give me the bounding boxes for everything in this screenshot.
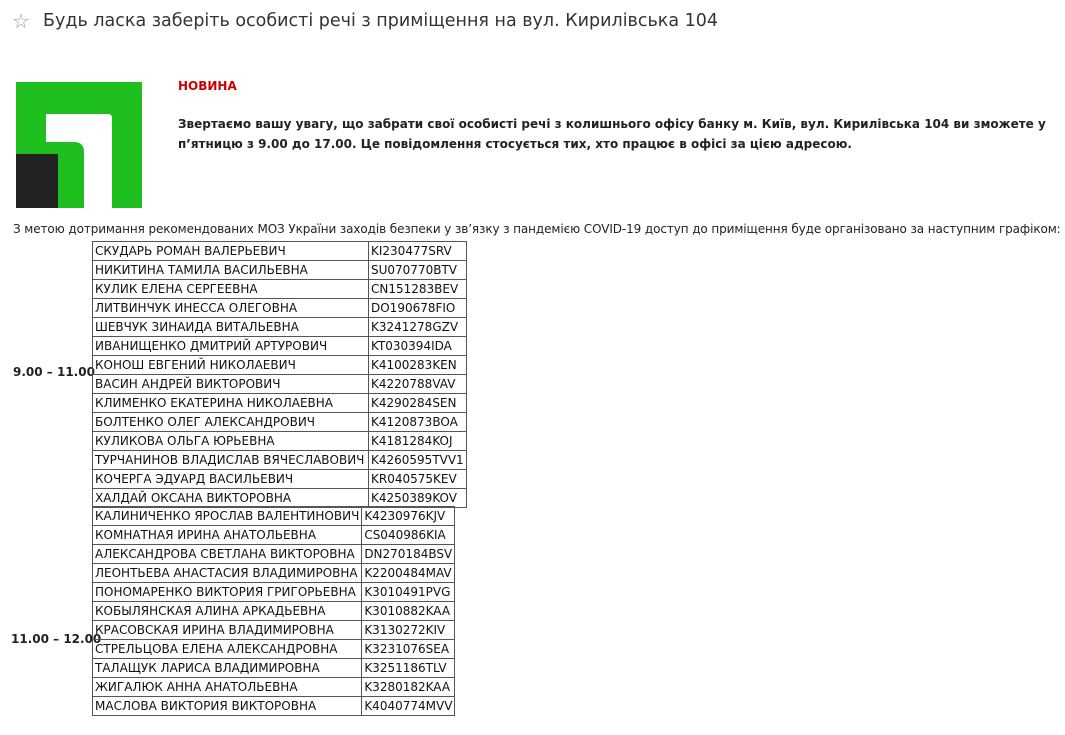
employee-code-cell: KR040575KEV bbox=[369, 470, 467, 489]
employee-name-cell: НИКИТИНА ТАМИЛА ВАСИЛЬЕВНА bbox=[93, 261, 369, 280]
employee-name-cell: МАСЛОВА ВИКТОРИЯ ВИКТОРОВНА bbox=[93, 697, 362, 716]
table-row bbox=[93, 526, 455, 545]
employee-code-cell: K3130272KIV bbox=[362, 621, 455, 640]
employee-code-cell: K4290284SEN bbox=[369, 394, 467, 413]
table-row bbox=[93, 545, 455, 564]
news-text: Звертаємо вашу увагу, що забрати свої особисті речі з колишнього офісу банку м. Київ, вул. Кирилівська 104 ви зможете у п’ятницю з 9.00 до 17.00. Це повідомлення стосується тих, хто працює в офісі за цією адресою. bbox=[178, 117, 1046, 151]
employee-name-cell: ШЕВЧУК ЗИНАИДА ВИТАЛЬЕВНА bbox=[93, 318, 369, 337]
employee-code-cell: SU070770BTV bbox=[369, 261, 467, 280]
employee-name-cell: БОЛТЕНКО ОЛЕГ АЛЕКСАНДРОВИЧ bbox=[93, 413, 369, 432]
employee-code-cell: K4220788VAV bbox=[369, 375, 467, 394]
table-row bbox=[93, 659, 455, 678]
employee-code-cell: K3251186TLV bbox=[362, 659, 455, 678]
employee-name-cell: КРАСОВСКАЯ ИРИНА ВЛАДИМИРОВНА bbox=[93, 621, 362, 640]
employee-name-cell: КОМНАТНАЯ ИРИНА АНАТОЛЬЕВНА bbox=[93, 526, 362, 545]
employee-name-cell: КОНОШ ЕВГЕНИЙ НИКОЛАЕВИЧ bbox=[93, 356, 369, 375]
employee-name-cell: КЛИМЕНКО ЕКАТЕРИНА НИКОЛАЕВНА bbox=[93, 394, 369, 413]
employee-code-cell: K3280182KAA bbox=[362, 678, 455, 697]
star-outline-icon[interactable]: ☆ bbox=[12, 9, 30, 33]
table-row bbox=[93, 375, 467, 394]
employee-code-cell: K3231076SEA bbox=[362, 640, 455, 659]
logo-black-square bbox=[16, 154, 58, 208]
employee-code-cell: K4250389KOV bbox=[369, 489, 467, 508]
employee-name-cell: СТРЕЛЬЦОВА ЕЛЕНА АЛЕКСАНДРОВНА bbox=[93, 640, 362, 659]
table-row bbox=[93, 413, 467, 432]
employee-code-cell: K2200484MAV bbox=[362, 564, 455, 583]
employee-name-cell: КАЛИНИЧЕНКО ЯРОСЛАВ ВАЛЕНТИНОВИЧ bbox=[93, 507, 362, 526]
employee-code-cell: K4040774MVV bbox=[362, 697, 455, 716]
employee-name-cell: СКУДАРЬ РОМАН ВАЛЕРЬЕВИЧ bbox=[93, 242, 369, 261]
employee-code-cell: K4260595TVV1 bbox=[369, 451, 467, 470]
employee-code-cell: K4230976KJV bbox=[362, 507, 455, 526]
employee-code-cell: KI230477SRV bbox=[369, 242, 467, 261]
employee-name-cell: ВАСИН АНДРЕЙ ВИКТОРОВИЧ bbox=[93, 375, 369, 394]
table-row bbox=[93, 583, 455, 602]
schedule-table bbox=[92, 241, 467, 508]
employee-name-cell: ЛЕОНТЬЕВА АНАСТАСИЯ ВЛАДИМИРОВНА bbox=[93, 564, 362, 583]
employee-code-cell: K3010882KAA bbox=[362, 602, 455, 621]
employee-code-cell: K3010491PVG bbox=[362, 583, 455, 602]
schedule-intro: З метою дотримання рекомендованих МОЗ України заходів безпеки у зв’язку з пандемією COVID-19 доступ до приміщення буде організовано за наступним графіком: bbox=[13, 222, 1061, 236]
table-row bbox=[93, 640, 455, 659]
table-row bbox=[93, 394, 467, 413]
table-row bbox=[93, 280, 467, 299]
page-title: Будь ласка заберіть особисті речі з приміщення на вул. Кирилівська 104 bbox=[43, 11, 719, 31]
page-header bbox=[0, 0, 1065, 44]
employee-code-cell: CN151283BEV bbox=[369, 280, 467, 299]
employee-name-cell: ЛИТВИНЧУК ИНЕССА ОЛЕГОВНА bbox=[93, 299, 369, 318]
time-slot-label: 9.00 – 11.00 bbox=[13, 365, 95, 379]
table-row bbox=[93, 602, 455, 621]
employee-name-cell: ТУРЧАНИНОВ ВЛАДИСЛАВ ВЯЧЕСЛАВОВИЧ bbox=[93, 451, 369, 470]
employee-name-cell: ИВАНИЩЕНКО ДМИТРИЙ АРТУРОВИЧ bbox=[93, 337, 369, 356]
bank-logo bbox=[16, 82, 142, 208]
employee-code-cell: KT030394IDA bbox=[369, 337, 467, 356]
employee-name-cell: КУЛИК ЕЛЕНА СЕРГЕЕВНА bbox=[93, 280, 369, 299]
employee-name-cell: АЛЕКСАНДРОВА СВЕТЛАНА ВИКТОРОВНА bbox=[93, 545, 362, 564]
employee-code-cell: DN270184BSV bbox=[362, 545, 455, 564]
table-row bbox=[93, 299, 467, 318]
table-row bbox=[93, 451, 467, 470]
table-row bbox=[93, 489, 467, 508]
table-row bbox=[93, 564, 455, 583]
table-row bbox=[93, 470, 467, 489]
table-row bbox=[93, 337, 467, 356]
table-row bbox=[93, 697, 455, 716]
employee-code-cell: K3241278GZV bbox=[369, 318, 467, 337]
employee-name-cell: ЖИГАЛЮК АННА АНАТОЛЬЕВНА bbox=[93, 678, 362, 697]
employee-code-cell: DO190678FIO bbox=[369, 299, 467, 318]
news-label: НОВИНА bbox=[178, 79, 237, 93]
table-row bbox=[93, 678, 455, 697]
employee-code-cell: K4100283KEN bbox=[369, 356, 467, 375]
table-row bbox=[93, 507, 455, 526]
employee-name-cell: КОЧЕРГА ЭДУАРД ВАСИЛЬЕВИЧ bbox=[93, 470, 369, 489]
time-slot-label: 11.00 – 12.00 bbox=[11, 632, 102, 646]
employee-name-cell: КОБЫЛЯНСКАЯ АЛИНА АРКАДЬЕВНА bbox=[93, 602, 362, 621]
table-row bbox=[93, 318, 467, 337]
employee-name-cell: ТАЛАЩУК ЛАРИСА ВЛАДИМИРОВНА bbox=[93, 659, 362, 678]
table-row bbox=[93, 356, 467, 375]
table-row bbox=[93, 242, 467, 261]
employee-code-cell: K4181284KOJ bbox=[369, 432, 467, 451]
table-row bbox=[93, 261, 467, 280]
employee-name-cell: КУЛИКОВА ОЛЬГА ЮРЬЕВНА bbox=[93, 432, 369, 451]
employee-code-cell: CS040986KIA bbox=[362, 526, 455, 545]
employee-name-cell: ХАЛДАЙ ОКСАНА ВИКТОРОВНА bbox=[93, 489, 369, 508]
employee-code-cell: K4120873BOA bbox=[369, 413, 467, 432]
schedule-table bbox=[92, 506, 455, 716]
table-row bbox=[93, 621, 455, 640]
table-row bbox=[93, 432, 467, 451]
employee-name-cell: ПОНОМАРЕНКО ВИКТОРИЯ ГРИГОРЬЕВНА bbox=[93, 583, 362, 602]
